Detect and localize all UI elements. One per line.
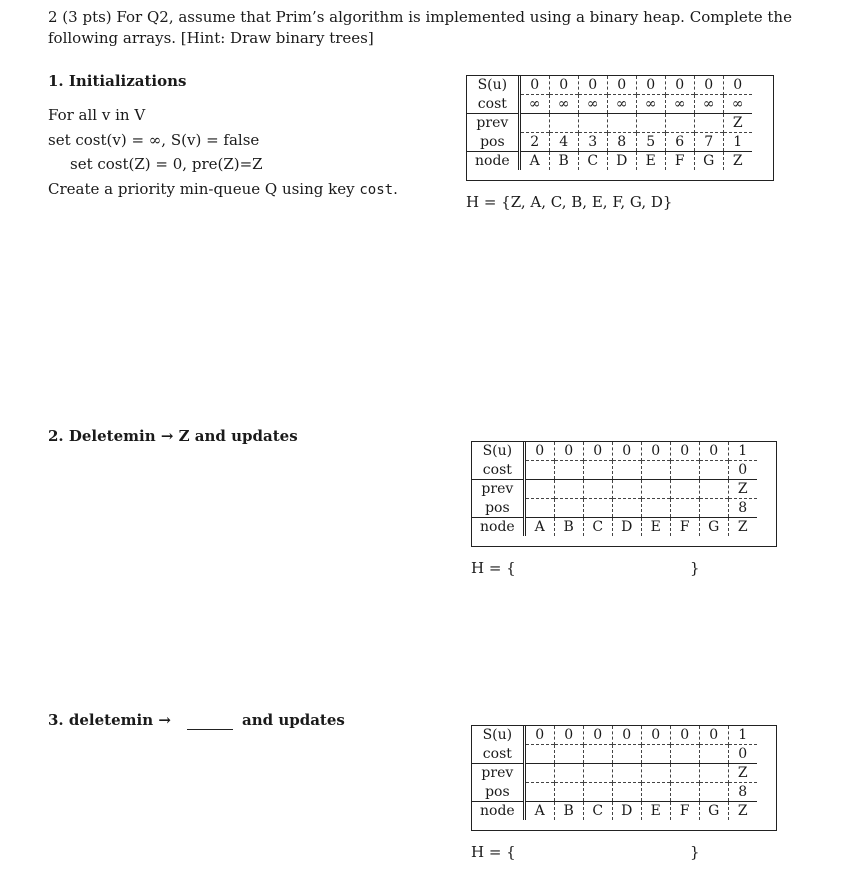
table-cell: 2	[519, 133, 549, 152]
row-label-pos: pos	[472, 783, 524, 802]
table-cell: 0	[670, 726, 699, 745]
section-2-title: 2. Deletemin → Z and updates	[48, 427, 298, 445]
table-cell: 8	[728, 499, 757, 518]
table-cell	[670, 480, 699, 499]
table-2-row-node	[472, 518, 757, 537]
table-1-row-s	[467, 76, 752, 95]
table-cell	[583, 745, 612, 764]
table-cell	[583, 764, 612, 783]
table-cell: 0	[728, 461, 757, 480]
table-cell	[549, 114, 578, 133]
table-cell	[524, 764, 554, 783]
table-1-row-cost	[467, 95, 752, 114]
table-cell: ∞	[636, 95, 665, 114]
row-label-cost: cost	[472, 745, 524, 764]
table-cell: B	[554, 802, 583, 821]
table-cell	[670, 461, 699, 480]
table-cell: E	[641, 802, 670, 821]
question-header-line-2: following arrays. [Hint: Draw binary trees]	[48, 29, 374, 47]
table-cell: 0	[641, 726, 670, 745]
table-cell: C	[583, 802, 612, 821]
table-cell	[670, 764, 699, 783]
table-cell	[519, 114, 549, 133]
table-cell	[607, 114, 636, 133]
init-line-4-text: Create a priority min-queue Q using key	[48, 180, 360, 198]
section-3-title-a: 3. deletemin →	[48, 711, 171, 729]
table-cell	[665, 114, 694, 133]
table-cell: 8	[728, 783, 757, 802]
table-cell: A	[519, 152, 549, 171]
table-cell	[641, 480, 670, 499]
table-cell: 0	[530, 77, 540, 93]
table-2	[472, 442, 757, 536]
table-cell	[554, 745, 583, 764]
table-cell: F	[665, 152, 694, 171]
table-cell	[694, 114, 723, 133]
row-label-prev: prev	[472, 480, 524, 499]
table-cell	[612, 461, 641, 480]
row-label-pos: pos	[472, 499, 524, 518]
table-2-row-prev	[472, 480, 757, 499]
table-cell	[612, 499, 641, 518]
table-cell	[583, 499, 612, 518]
section-1-title: 1. Initializations	[48, 72, 187, 90]
table-cell: G	[699, 518, 728, 537]
table-3-row-pos	[472, 783, 757, 802]
table-cell: 7	[694, 133, 723, 152]
init-line-1: For all v in V	[48, 106, 146, 124]
row-label-prev: prev	[467, 114, 519, 133]
table-cell	[554, 499, 583, 518]
table-cell: 0	[612, 442, 641, 461]
table-cell: G	[699, 802, 728, 821]
row-label-cost: cost	[467, 95, 519, 114]
table-cell: 0	[583, 726, 612, 745]
table-cell: 1	[728, 442, 757, 461]
table-3-row-node	[472, 802, 757, 821]
table-cell: 4	[549, 133, 578, 152]
heap-2-close: }	[690, 559, 700, 577]
table-cell: D	[612, 518, 641, 537]
table-1-row-prev	[467, 114, 752, 133]
table-cell: 0	[607, 76, 636, 95]
blank-line	[187, 729, 233, 730]
table-cell	[583, 480, 612, 499]
table-1	[467, 76, 752, 170]
table-cell	[641, 499, 670, 518]
table-cell: 0	[641, 442, 670, 461]
table-cell: 0	[535, 443, 545, 459]
table-cell: 3	[578, 133, 607, 152]
question-header-line-1: 2 (3 pts) For Q2, assume that Prim’s algorithm is implemented using a binary heap. Complete the	[48, 8, 792, 26]
table-cell: 0	[583, 442, 612, 461]
table-cell	[554, 783, 583, 802]
table-cell: D	[607, 152, 636, 171]
table-cell	[612, 783, 641, 802]
row-label-s: S(u)	[472, 442, 524, 461]
table-cell: F	[670, 802, 699, 821]
row-label-pos: pos	[467, 133, 519, 152]
table-cell	[524, 745, 554, 764]
table-cell: 0	[612, 726, 641, 745]
heap-3-close: }	[690, 843, 700, 861]
row-label-s: S(u)	[472, 726, 524, 745]
table-cell	[699, 745, 728, 764]
table-cell: B	[549, 152, 578, 171]
table-cell: 6	[665, 133, 694, 152]
table-cell	[524, 783, 554, 802]
table-cell: ∞	[549, 95, 578, 114]
table-2-row-cost	[472, 461, 757, 480]
table-cell: Z	[728, 480, 757, 499]
row-label-node: node	[467, 152, 519, 171]
table-cell: 0	[554, 442, 583, 461]
table-cell: 0	[728, 745, 757, 764]
table-cell: C	[578, 152, 607, 171]
table-cell	[524, 499, 554, 518]
table-cell	[612, 480, 641, 499]
table-cell	[699, 764, 728, 783]
table-cell: C	[583, 518, 612, 537]
table-cell	[670, 745, 699, 764]
table-cell	[641, 783, 670, 802]
table-cell	[641, 764, 670, 783]
init-line-4-code: cost	[359, 182, 394, 198]
table-cell	[583, 461, 612, 480]
table-cell: 0	[554, 726, 583, 745]
init-line-4-period: .	[393, 180, 398, 198]
table-cell	[612, 764, 641, 783]
table-cell	[670, 499, 699, 518]
table-cell: 1	[728, 726, 757, 745]
table-2-row-pos	[472, 499, 757, 518]
table-cell	[524, 480, 554, 499]
table-cell	[554, 764, 583, 783]
table-cell: F	[670, 518, 699, 537]
table-cell	[670, 783, 699, 802]
table-cell: A	[524, 518, 554, 537]
table-3-row-cost	[472, 745, 757, 764]
table-cell: Z	[728, 764, 757, 783]
table-cell: Z	[723, 114, 752, 133]
table-cell	[699, 480, 728, 499]
table-1-row-pos	[467, 133, 752, 152]
table-cell: ∞	[607, 95, 636, 114]
table-cell: 0	[665, 76, 694, 95]
table-cell: B	[554, 518, 583, 537]
table-cell	[554, 461, 583, 480]
table-cell	[699, 783, 728, 802]
table-cell: 0	[535, 727, 545, 743]
init-line-3: set cost(Z) = 0, pre(Z)=Z	[70, 155, 263, 173]
table-cell	[612, 745, 641, 764]
table-cell: E	[641, 518, 670, 537]
table-cell: 1	[723, 133, 752, 152]
table-cell: ∞	[723, 95, 752, 114]
table-cell	[524, 461, 554, 480]
table-cell: 0	[670, 442, 699, 461]
table-cell	[699, 499, 728, 518]
table-cell	[583, 783, 612, 802]
table-cell	[641, 461, 670, 480]
table-cell: 0	[699, 726, 728, 745]
table-cell: G	[694, 152, 723, 171]
table-cell: ∞	[694, 95, 723, 114]
table-cell: 0	[549, 76, 578, 95]
section-3-title-b: and updates	[242, 711, 345, 729]
table-cell: 0	[636, 76, 665, 95]
table-cell: 0	[694, 76, 723, 95]
table-1-row-node	[467, 152, 752, 171]
row-label-prev: prev	[472, 764, 524, 783]
table-cell: Z	[723, 152, 752, 171]
table-cell: E	[636, 152, 665, 171]
table-cell: 0	[578, 76, 607, 95]
table-cell	[578, 114, 607, 133]
table-3-row-s	[472, 726, 757, 745]
table-cell: 0	[699, 442, 728, 461]
table-cell	[699, 461, 728, 480]
row-label-s: S(u)	[467, 76, 519, 95]
table-cell: 8	[607, 133, 636, 152]
row-label-cost: cost	[472, 461, 524, 480]
heap-3-open: H = {	[471, 843, 516, 861]
row-label-node: node	[472, 518, 524, 537]
table-2-row-s	[472, 442, 757, 461]
table-cell: Z	[728, 518, 757, 537]
table-cell: ∞	[665, 95, 694, 114]
table-cell	[554, 480, 583, 499]
init-line-4	[48, 180, 398, 198]
table-cell	[636, 114, 665, 133]
table-cell: ∞	[519, 95, 549, 114]
heap-1: H = {Z, A, C, B, E, F, G, D}	[466, 193, 673, 211]
table-cell: 5	[636, 133, 665, 152]
table-cell: D	[612, 802, 641, 821]
table-cell	[641, 745, 670, 764]
row-label-node: node	[472, 802, 524, 821]
init-line-2: set cost(v) = ∞, S(v) = false	[48, 131, 260, 149]
table-3	[472, 726, 757, 820]
table-cell: A	[524, 802, 554, 821]
table-cell: 0	[723, 76, 752, 95]
table-3-row-prev	[472, 764, 757, 783]
heap-2-open: H = {	[471, 559, 516, 577]
table-cell: Z	[728, 802, 757, 821]
table-cell: ∞	[578, 95, 607, 114]
